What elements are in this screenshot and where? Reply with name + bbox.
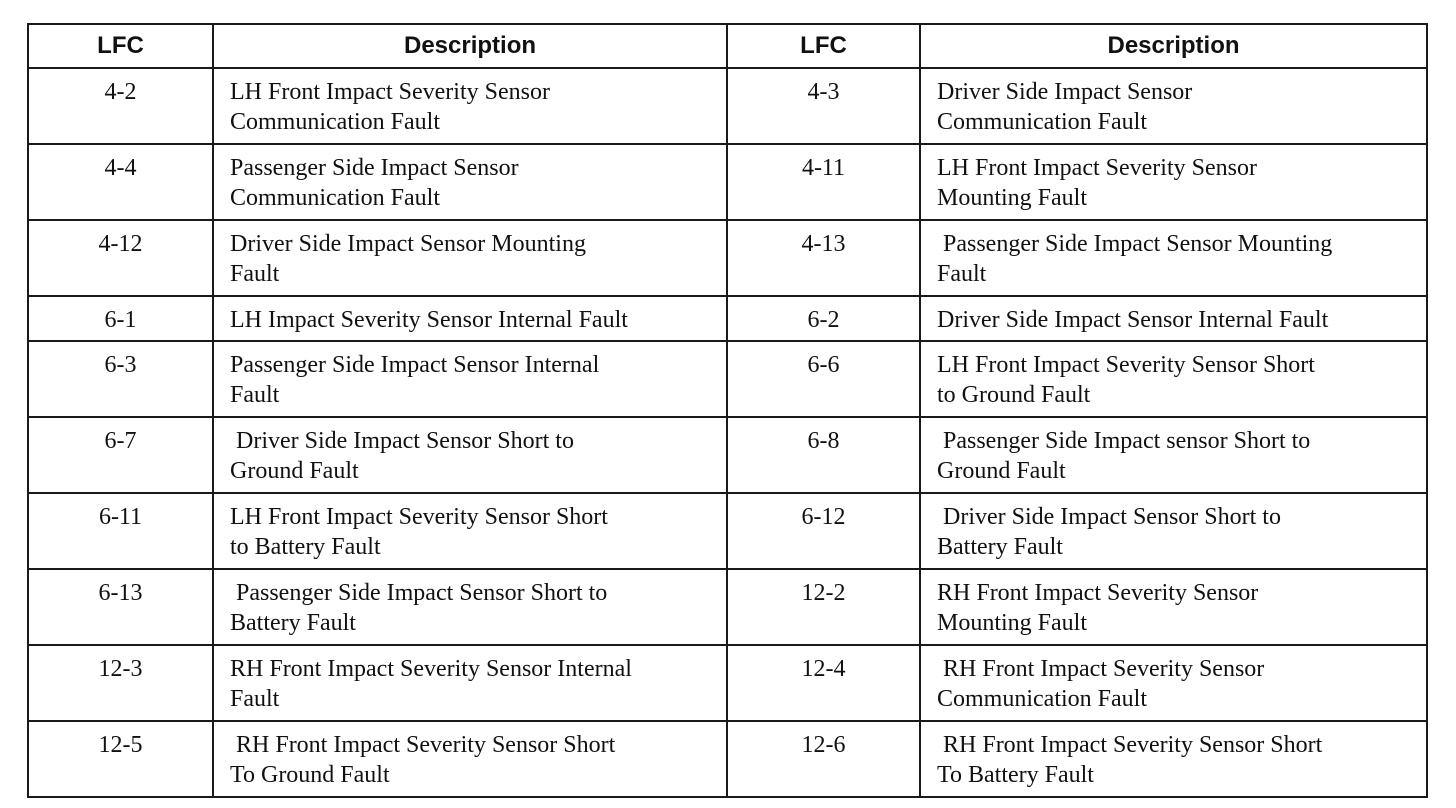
description-cell: Driver Side Impact Sensor Mounting Fault xyxy=(213,220,727,296)
table-row xyxy=(28,721,1427,797)
lfc-code-cell: 4-4 xyxy=(28,144,213,220)
lfc-code-cell: 6-2 xyxy=(727,296,920,341)
description-cell: Driver Side Impact Sensor Short to Ground Fault xyxy=(213,417,727,493)
table-row xyxy=(28,569,1427,645)
lfc-code-cell: 6-12 xyxy=(727,493,920,569)
table-header-row xyxy=(28,24,1427,68)
description-cell: RH Front Impact Severity Sensor Communication Fault xyxy=(920,645,1427,721)
lfc-code-cell: 6-11 xyxy=(28,493,213,569)
lfc-code-cell: 6-3 xyxy=(28,341,213,417)
lfc-code-cell: 4-12 xyxy=(28,220,213,296)
lfc-code-cell: 6-13 xyxy=(28,569,213,645)
description-cell: LH Impact Severity Sensor Internal Fault xyxy=(213,296,727,341)
lfc-code-cell: 4-3 xyxy=(727,68,920,144)
table-row xyxy=(28,645,1427,721)
description-cell: Driver Side Impact Sensor Short to Battery Fault xyxy=(920,493,1427,569)
lfc-fault-table xyxy=(27,23,1428,798)
lfc-code-cell: 6-7 xyxy=(28,417,213,493)
description-cell: Driver Side Impact Sensor Communication Fault xyxy=(920,68,1427,144)
lfc-code-cell: 4-13 xyxy=(727,220,920,296)
lfc-code-cell: 12-5 xyxy=(28,721,213,797)
description-cell: LH Front Impact Severity Sensor Mounting Fault xyxy=(920,144,1427,220)
description-cell: LH Front Impact Severity Sensor Short to Ground Fault xyxy=(920,341,1427,417)
lfc-code-cell: 4-11 xyxy=(727,144,920,220)
description-cell: Driver Side Impact Sensor Internal Fault xyxy=(920,296,1427,341)
description-cell: RH Front Impact Severity Sensor Short To Battery Fault xyxy=(920,721,1427,797)
header-lfc-right: LFC xyxy=(727,24,920,68)
description-cell: Passenger Side Impact sensor Short to Ground Fault xyxy=(920,417,1427,493)
lfc-code-cell: 6-1 xyxy=(28,296,213,341)
lfc-code-cell: 4-2 xyxy=(28,68,213,144)
description-cell: RH Front Impact Severity Sensor Internal Fault xyxy=(213,645,727,721)
lfc-code-cell: 12-6 xyxy=(727,721,920,797)
table-row xyxy=(28,68,1427,144)
header-description-left: Description xyxy=(213,24,727,68)
description-cell: LH Front Impact Severity Sensor Short to Battery Fault xyxy=(213,493,727,569)
description-cell: Passenger Side Impact Sensor Internal Fault xyxy=(213,341,727,417)
description-cell: LH Front Impact Severity Sensor Communication Fault xyxy=(213,68,727,144)
lfc-code-cell: 12-3 xyxy=(28,645,213,721)
header-lfc-left: LFC xyxy=(28,24,213,68)
table-row xyxy=(28,220,1427,296)
lfc-code-cell: 12-2 xyxy=(727,569,920,645)
lfc-code-cell: 12-4 xyxy=(727,645,920,721)
lfc-code-cell: 6-8 xyxy=(727,417,920,493)
table-row xyxy=(28,493,1427,569)
description-cell: RH Front Impact Severity Sensor Mounting Fault xyxy=(920,569,1427,645)
header-description-right: Description xyxy=(920,24,1427,68)
description-cell: Passenger Side Impact Sensor Mounting Fault xyxy=(920,220,1427,296)
table-row xyxy=(28,341,1427,417)
table-row xyxy=(28,296,1427,341)
table-row xyxy=(28,417,1427,493)
description-cell: RH Front Impact Severity Sensor Short To Ground Fault xyxy=(213,721,727,797)
description-cell: Passenger Side Impact Sensor Short to Battery Fault xyxy=(213,569,727,645)
description-cell: Passenger Side Impact Sensor Communication Fault xyxy=(213,144,727,220)
table-row xyxy=(28,144,1427,220)
lfc-code-cell: 6-6 xyxy=(727,341,920,417)
